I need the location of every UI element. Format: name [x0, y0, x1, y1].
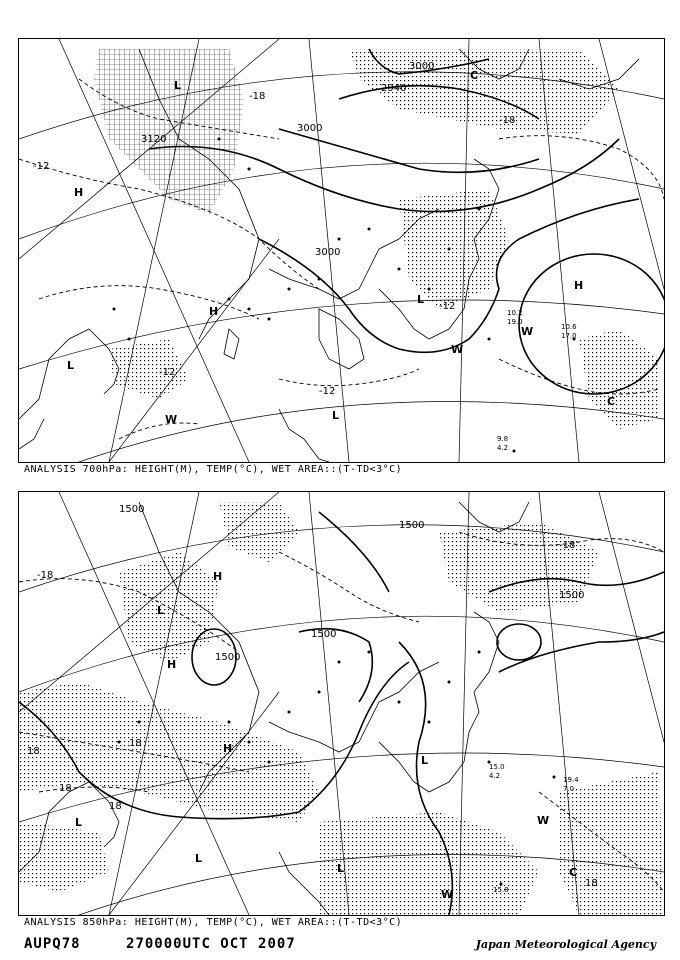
pressure-center: L — [337, 862, 345, 875]
temp-label: -12 — [33, 161, 50, 172]
pressure-center: L — [417, 293, 425, 306]
temp-label: 18 — [585, 878, 598, 889]
wet-area — [19, 682, 319, 822]
pressure-center: W — [521, 325, 534, 338]
chart-code: AUPQ78 — [24, 936, 81, 952]
temp-label: -12 — [439, 301, 456, 312]
pressure-center: H — [209, 305, 219, 318]
height-label: 1500 — [119, 504, 145, 515]
temp-label: -12 — [159, 367, 176, 378]
station-value: 4.2 — [489, 772, 501, 780]
height-label: 3120 — [141, 134, 167, 145]
pressure-center: L — [174, 79, 182, 92]
panel-caption-850hpa: ANALYSIS 850hPa: HEIGHT(M), TEMP(°C), WET AREA::(T-TD<3°C) — [24, 917, 403, 928]
height-label: 3000 — [409, 61, 435, 72]
map-panel-700hpa — [18, 38, 665, 463]
temp-label: 18 — [129, 738, 142, 749]
pressure-center: H — [574, 279, 584, 292]
pressure-center: H — [74, 186, 84, 199]
height-label: 1500 — [215, 652, 241, 663]
valid-time: 270000UTC OCT 2007 — [126, 936, 296, 952]
pressure-center: L — [195, 852, 203, 865]
temp-label: -18 — [499, 115, 516, 126]
temp-label: -18 — [37, 570, 54, 581]
pressure-center: W — [165, 413, 178, 426]
station-value: 15.0 — [489, 763, 505, 771]
temp-label: -18 — [249, 91, 266, 102]
pressure-center: C — [470, 69, 479, 82]
station-value: 19.0 — [507, 318, 523, 326]
height-label: 1500 — [311, 629, 337, 640]
pressure-center: L — [421, 754, 429, 767]
height-label: 3000 — [315, 247, 341, 258]
pressure-center: C — [607, 395, 616, 408]
chart-identifier — [24, 936, 296, 952]
pressure-center: L — [332, 409, 340, 422]
height-label: 1500 — [399, 520, 425, 531]
pressure-center: H — [223, 742, 233, 755]
map-850hpa-svg — [19, 492, 664, 915]
station-value: 19.4 — [563, 776, 579, 784]
station-value: 9.8 — [497, 435, 509, 443]
station-value: 10.6 — [561, 323, 577, 331]
temp-label: -18 — [559, 540, 576, 551]
temp-label: 18 — [109, 801, 122, 812]
pressure-center: L — [157, 604, 165, 617]
station-value: 15.8 — [493, 886, 509, 894]
wet-area — [559, 772, 664, 915]
temp-label: 18 — [27, 746, 40, 757]
wet-area — [399, 189, 509, 309]
wet-area — [94, 49, 244, 214]
height-label: 1500 — [559, 590, 585, 601]
wet-area — [219, 502, 299, 562]
pressure-center: L — [67, 359, 75, 372]
wet-area — [19, 822, 109, 892]
pressure-center: W — [451, 343, 464, 356]
station-value: 17.0 — [561, 332, 577, 340]
wet-area — [109, 339, 189, 399]
pressure-center: H — [213, 570, 223, 583]
station-value: 10.2 — [507, 309, 523, 317]
pressure-center: L — [75, 816, 83, 829]
height-label: 2940 — [381, 83, 407, 94]
station-value: 4.2 — [497, 444, 509, 452]
pressure-center: H — [167, 658, 177, 671]
station-value: 7.0 — [563, 785, 575, 793]
temp-label: -12 — [319, 386, 336, 397]
wet-area — [579, 329, 659, 429]
agency-name: Japan Meteorological Agency — [475, 938, 656, 951]
height-label: 3000 — [297, 123, 323, 134]
pressure-center: W — [537, 814, 550, 827]
wet-area — [319, 812, 539, 915]
wet-area — [119, 552, 219, 662]
map-700hpa-svg — [19, 39, 664, 462]
panel-caption-700hpa: ANALYSIS 700hPa: HEIGHT(M), TEMP(°C), WET AREA::(T-TD<3°C) — [24, 464, 403, 475]
temp-label: 18 — [59, 783, 72, 794]
pressure-center: C — [569, 866, 578, 879]
pressure-center: W — [441, 888, 454, 901]
map-panel-850hpa — [18, 491, 665, 916]
